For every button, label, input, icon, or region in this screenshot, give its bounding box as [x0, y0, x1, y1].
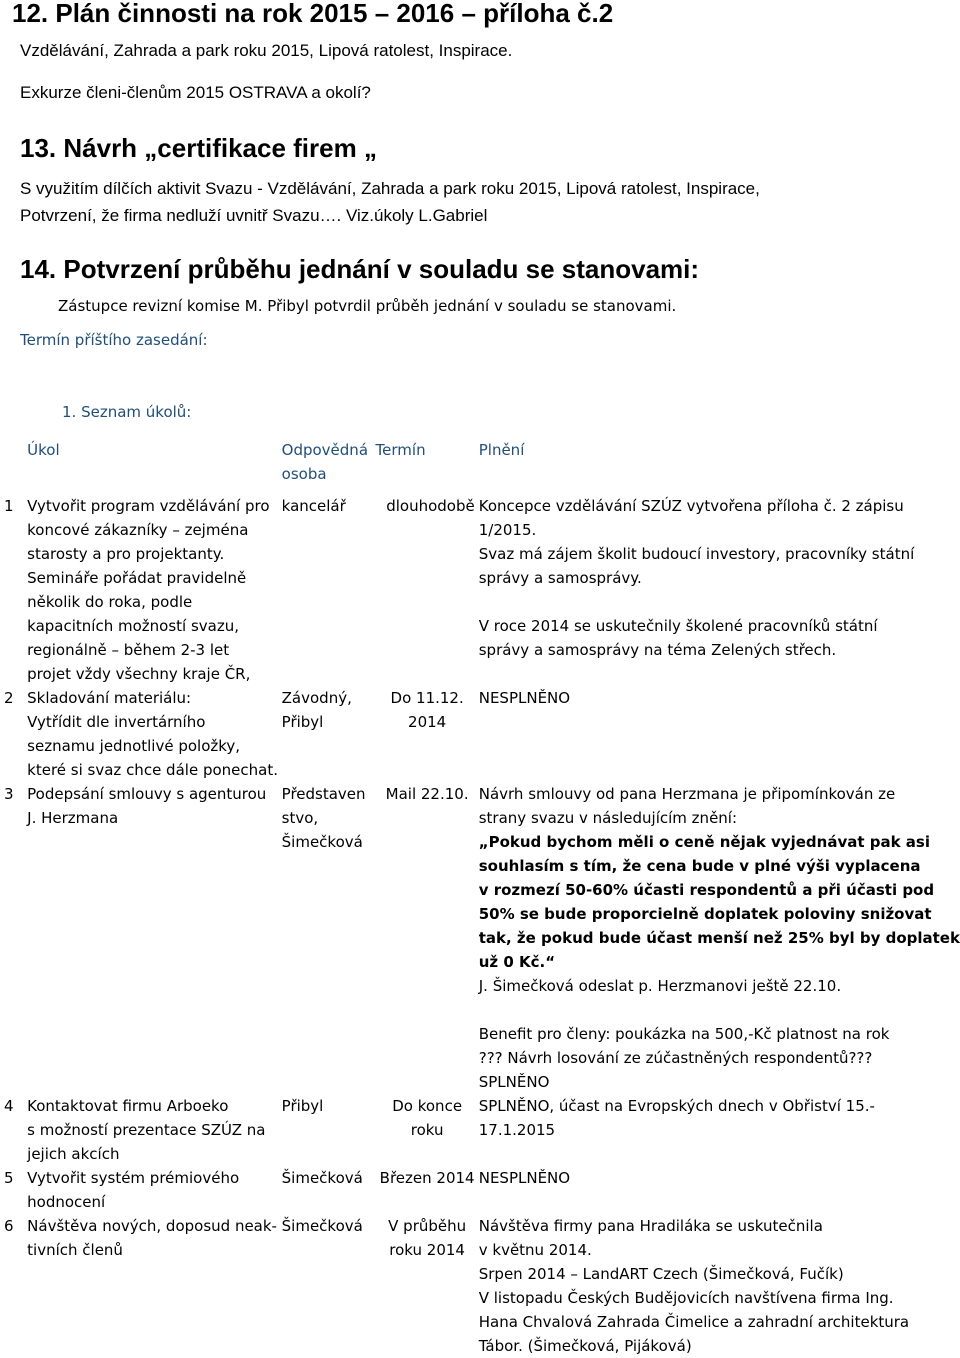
responsible-cell: Přibyl	[281, 1097, 324, 1115]
table-row	[0, 782, 960, 1094]
section-13-heading: 13. Návrh „certifikace firem „	[20, 133, 377, 163]
table-row	[0, 1214, 960, 1358]
header-done: Plnění	[478, 441, 525, 459]
task-cell: Vytvořit systém prémiového hodnocení	[27, 1169, 240, 1211]
responsible-cell: Šimečková	[281, 1217, 363, 1235]
responsible-cell: Představen stvo, Šimečková	[281, 785, 366, 851]
done-cell: Návrh smlouvy od pana Herzmana je připomínkován ze strany svazu v následujícím znění: „Pokud bychom měli o ceně nějak vyjednávat pak asi souhlasím s tím, že cena bude v plné výši vyplacena v rozmezí 50-60% účasti respondentů a při účasti pod 50% se bude proporcielně doplatek poloviny snižovat tak, že pokud bude účast menší než 25% byl by doplatek už 0 Kč.“ J. Šimečková odeslat p. Herzmanovi ještě 22.10. Benefit pro členy: poukázka na 500,-Kč platnost na rok ??? Návrh losování ze zúčastněných respondentů??? SPLNĚNO	[478, 785, 960, 1091]
table-row	[0, 1094, 960, 1166]
header-task: Úkol	[27, 441, 60, 459]
done-cell: SPLNĚNO, účast na Evropských dnech v Obřiství 15.- 17.1.2015	[478, 1097, 875, 1139]
row-number: 6	[4, 1217, 14, 1235]
term-cell: Do 11.12. 2014	[390, 689, 464, 731]
table-header-row	[0, 438, 960, 486]
task-list-heading: 1. Seznam úkolů:	[62, 403, 192, 421]
row-number: 2	[4, 689, 14, 707]
responsible-cell: Závodný, Přibyl	[281, 689, 352, 731]
table-row	[0, 494, 960, 686]
header-responsible: Odpovědná osoba	[281, 441, 369, 483]
row-number: 5	[4, 1169, 14, 1187]
task-cell: Skladování materiálu: Vytřídit dle invertárního seznamu jednotlivé položky, které si svaz chce dále ponechat.	[27, 689, 278, 779]
table-row	[0, 686, 960, 782]
section-13-line2: Potvrzení, že firma nedluží uvnitř Svazu…. Viz.úkoly L.Gabriel	[20, 206, 488, 225]
responsible-cell: Šimečková	[281, 1169, 363, 1187]
done-cell: NESPLNĚNO	[478, 689, 571, 707]
task-table	[0, 438, 960, 1358]
row-number: 3	[4, 785, 14, 803]
section-12-line2: Exkurze členi-členům 2015 OSTRAVA a okolí?	[20, 83, 371, 102]
done-cell: Koncepce vzdělávání SZÚZ vytvořena příloha č. 2 zápisu 1/2015. Svaz má zájem školit budoucí investory, pracovníky státní správy a samosprávy. V roce 2014 se uskutečnily školené pracovníků státní správy a samosprávy na téma Zelených střech.	[478, 497, 915, 659]
section-13-line1: S využitím dílčích aktivit Svazu - Vzdělávání, Zahrada a park roku 2015, Lipová ratolest, Inspirace,	[20, 179, 760, 198]
section-14-line1: Zástupce revizní komise M. Přibyl potvrdil průběh jednání v souladu se stanovami.	[58, 297, 677, 315]
responsible-cell: kancelář	[281, 497, 346, 515]
task-cell: Vytvořit program vzdělávání pro koncové zákazníky – zejména starosty a pro projektanty. Semináře pořádat pravidelně několik do roka, podle kapacitních možností svazu, regionálně – během 2-3 let projet vždy všechny kraje ČR,	[27, 497, 270, 683]
next-meeting-label: Termín příštího zasedání:	[20, 331, 208, 349]
section-12-line1: Vzdělávání, Zahrada a park roku 2015, Lipová ratolest, Inspirace.	[20, 41, 513, 60]
row-number: 4	[4, 1097, 14, 1115]
table-row	[0, 1166, 960, 1214]
row-number: 1	[4, 497, 14, 515]
task-cell: Podepsání smlouvy s agenturou J. Herzmana	[27, 785, 267, 827]
term-cell: Do konce roku	[392, 1097, 463, 1139]
task-cell: Kontaktovat firmu Arboeko s možností prezentace SZÚZ na jejich akcích	[27, 1097, 266, 1163]
header-term: Termín	[375, 441, 426, 459]
term-cell: dlouhodobě	[386, 497, 475, 515]
task-cell: Návštěva nových, doposud neak- tivních členů	[27, 1217, 277, 1259]
term-cell: Březen 2014	[379, 1169, 475, 1187]
done-cell: Návštěva firmy pana Hradiláka se uskutečnila v květnu 2014. Srpen 2014 – LandART Czech (Šimečková, Fučík) V listopadu Českých Budějovicích navštívena firma Ing. Hana Chvalová Zahrada Čimelice a zahradní architektura Tábor. (Šimečková, Pijáková)	[478, 1217, 910, 1355]
done-cell: NESPLNĚNO	[478, 1169, 571, 1187]
section-12-heading: 12. Plán činnosti na rok 2015 – 2016 – příloha č.2	[12, 0, 614, 28]
term-cell: Mail 22.10.	[385, 785, 469, 803]
term-cell: V průběhu roku 2014	[388, 1217, 467, 1259]
section-14-heading: 14. Potvrzení průběhu jednání v souladu se stanovami:	[20, 254, 700, 284]
